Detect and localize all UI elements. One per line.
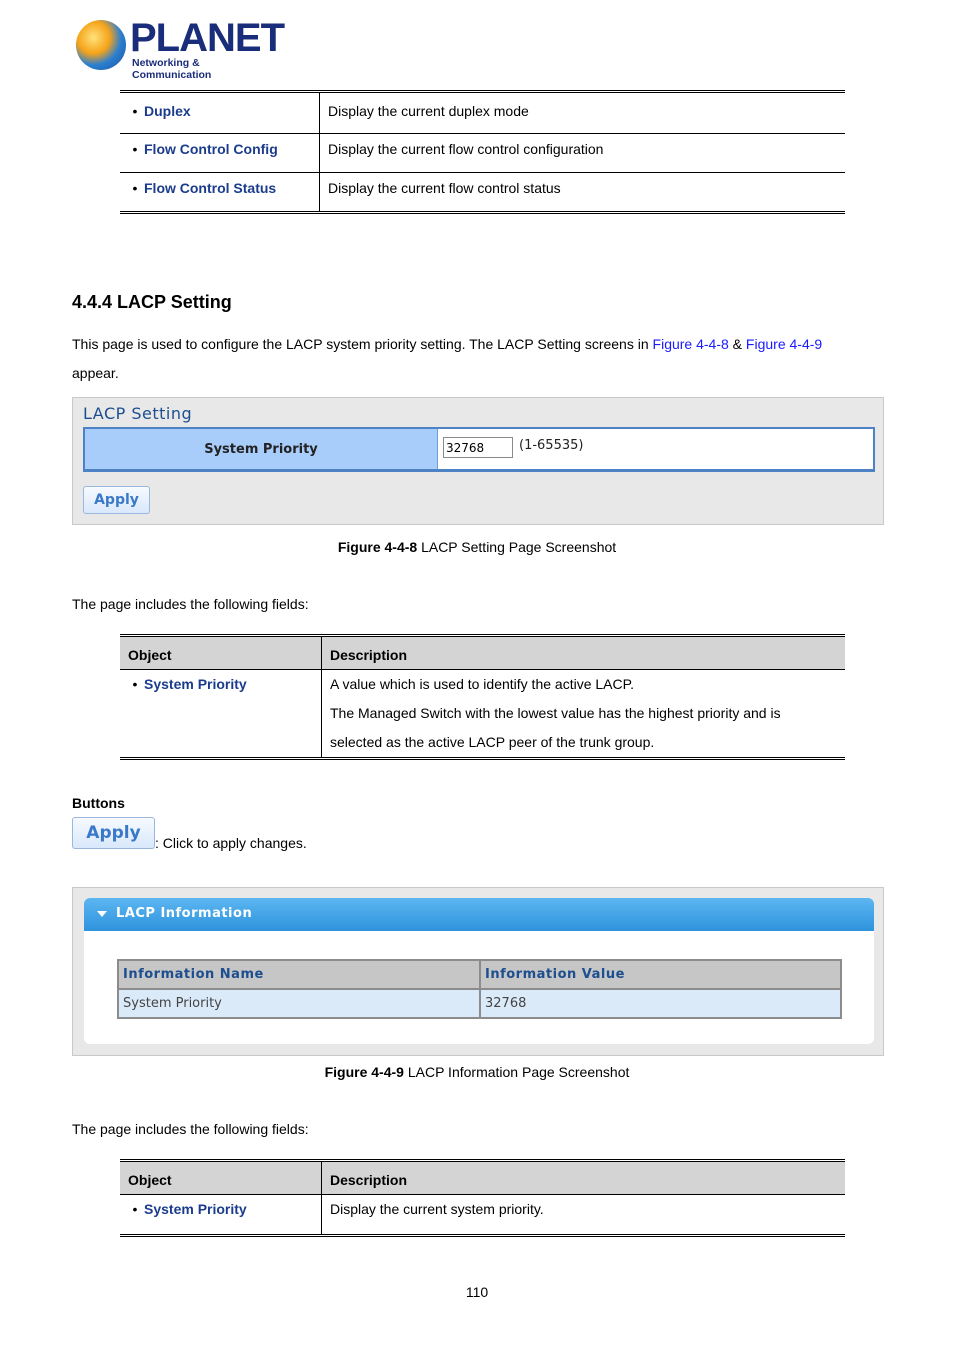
- logo-tagline: Networking & Communication: [132, 57, 212, 81]
- description-line: selected as the active LACP peer of the trunk group.: [330, 734, 655, 750]
- description-line: The Managed Switch with the lowest value has the highest priority and is: [330, 705, 781, 721]
- header-object: Object: [120, 1161, 322, 1195]
- table-row: • Flow Control Status Display the current flow control status: [120, 173, 845, 213]
- panel-header[interactable]: [84, 898, 874, 931]
- page-number: 110: [465, 1284, 489, 1300]
- system-priority-range: (1-65535): [519, 438, 584, 453]
- figure-4-4-9-link[interactable]: Figure 4-4-9: [745, 336, 823, 352]
- col-information-name: Information Name: [118, 960, 480, 989]
- lacp-setting-title: LACP Setting: [83, 404, 193, 423]
- header-description: Description: [322, 636, 846, 670]
- system-priority-row: [83, 427, 875, 472]
- buttons-heading: Buttons: [72, 795, 125, 811]
- apply-button[interactable]: Apply: [83, 486, 150, 514]
- lacp-information-screenshot: [72, 887, 884, 1056]
- collapse-arrow-icon[interactable]: [97, 911, 107, 917]
- fields-intro: The page includes the following fields:: [72, 596, 309, 612]
- intro-paragraph: [72, 330, 872, 388]
- object-system-priority: System Priority: [144, 1201, 247, 1217]
- table-row: [118, 989, 841, 1018]
- apply-button-desc: : Click to apply changes.: [155, 835, 307, 851]
- apply-button-sample: Apply: [72, 817, 155, 849]
- caption-label: Figure 4-4-9: [324, 1064, 404, 1080]
- header-description: Description: [322, 1161, 846, 1195]
- description-cell: Display the current flow control configuration: [320, 134, 846, 173]
- caption-label: Figure 4-4-8: [337, 539, 418, 555]
- figure-caption-2: [0, 1064, 954, 1080]
- intro-text-end: appear.: [72, 365, 119, 381]
- fields-table-1: [120, 634, 845, 760]
- table-row: • Flow Control Config Display the current flow control configuration: [120, 134, 845, 173]
- object-flow-control-status: Flow Control Status: [144, 180, 277, 196]
- caption-text: LACP Setting Page Screenshot: [417, 539, 617, 555]
- intro-text: This page is used to configure the LACP system priority setting. The LACP Setting screens in: [72, 336, 653, 352]
- lacp-information-table: [117, 959, 842, 1019]
- fields-table-2: [120, 1159, 845, 1237]
- panel-title: LACP Information: [116, 906, 253, 921]
- table-row: • System Priority A value which is used to identify the active LACP. The Managed Switch with the lowest value has the highest priority and is selected as the active LACP peer of the trunk group.: [120, 670, 845, 759]
- table-header-row: [120, 1161, 845, 1195]
- planet-logo: [76, 16, 284, 81]
- top-fields-table: [120, 90, 845, 214]
- description-cell: Display the current flow control status: [328, 180, 561, 196]
- table-header-row: [118, 960, 841, 989]
- table-header-row: [120, 636, 845, 670]
- figure-caption-1: [0, 539, 954, 555]
- intro-amp: &: [728, 336, 746, 352]
- figure-4-4-8-link[interactable]: Figure 4-4-8: [652, 336, 729, 352]
- header-object: Object: [120, 636, 322, 670]
- col-information-value: Information Value: [480, 960, 841, 989]
- description-cell: Display the current system priority.: [330, 1201, 544, 1217]
- lacp-information-panel: [84, 898, 874, 1044]
- cell-name: System Priority: [118, 989, 480, 1018]
- description-line: A value which is used to identify the active LACP.: [330, 676, 635, 692]
- table-row: • Duplex Display the current duplex mode: [120, 92, 845, 134]
- object-duplex: Duplex: [144, 103, 191, 119]
- section-heading: 4.4.4 LACP Setting: [72, 292, 232, 312]
- system-priority-label: System Priority: [85, 429, 438, 469]
- object-system-priority: System Priority: [144, 676, 247, 692]
- lacp-setting-screenshot: [72, 397, 884, 525]
- table-row: • System Priority Display the current system priority.: [120, 1195, 845, 1236]
- cell-value: 32768: [480, 989, 841, 1018]
- description-cell: Display the current duplex mode: [320, 92, 846, 134]
- caption-text: LACP Information Page Screenshot: [403, 1064, 630, 1080]
- object-flow-control-config: Flow Control Config: [144, 141, 278, 157]
- logo-word: PLANET: [130, 16, 284, 60]
- globe-icon: [76, 20, 126, 70]
- system-priority-input[interactable]: 32768: [443, 437, 513, 458]
- fields-intro: The page includes the following fields:: [72, 1121, 309, 1137]
